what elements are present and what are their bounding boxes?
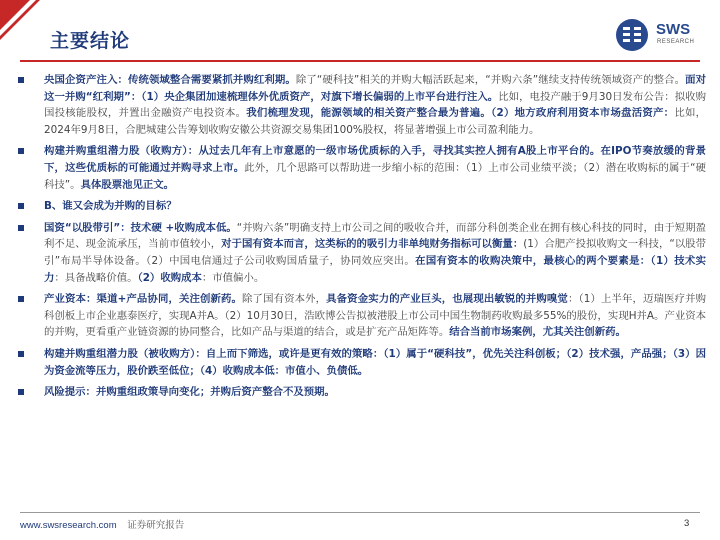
text-run: 比如，2024年9月8日，合肥城建公告筹划收购安徽公共资源交易集团100%股权，将显著增强上市公司盈利能力。 (44, 107, 707, 136)
bold-text-run: （2）收购成本 (137, 271, 202, 284)
conclusion-item (16, 291, 706, 341)
conclusion-item (16, 384, 706, 401)
page-title: 主要结论 (50, 30, 131, 52)
page-number: 3 (684, 518, 690, 529)
header-divider (20, 60, 700, 62)
conclusion-item (16, 346, 706, 379)
text-run: 比如，电投产融于9月30日发布公告：拟收购国投核能股权，并置出金融资产电投资本。 (44, 90, 706, 120)
footer-label: 证券研究报告 (127, 520, 185, 531)
text-run: 除了国有资本外， (242, 293, 327, 306)
conclusion-item (16, 72, 706, 138)
text-run: ：市值偏小。 (201, 271, 265, 284)
footer (20, 517, 184, 531)
footer-website[interactable]: www.swsresearch.com (20, 520, 117, 531)
corner-accent (0, 0, 48, 48)
bold-text-run: 具体股票池见正文。 (80, 178, 175, 191)
square-bullet-icon (18, 296, 24, 302)
text-run: ：具备战略价值。 (54, 271, 138, 284)
bold-text-run: 我们梳理发现，能源领域的相关资产整合最为普遍。（2）地方政府利用资本市场盘活资产： (246, 107, 675, 120)
text-run: 此外，几个思路可以帮助进一步缩小标的范围：（1）上市公司业绩平淡；（2）潜在收购标的属于“硬科技”。 (44, 161, 706, 191)
bold-text-run: B、谁又会成为并购的目标？ (44, 200, 177, 213)
text-run: 除了“硬科技”相关的并购大幅活跃起来，“并购六条”继续支持传统领域资产的整合。 (295, 74, 686, 86)
bold-text-run: 对于国有资本而言，这类标的的吸引力非单纯财务指标可以衡量： (221, 238, 524, 251)
logo-subtext: RESEARCH (657, 39, 695, 45)
square-bullet-icon (18, 203, 24, 209)
conclusion-item (16, 220, 706, 286)
square-bullet-icon (18, 351, 24, 357)
bold-text-run: 产业资本：渠道+产品协同，关注创新药。 (44, 293, 243, 306)
square-bullet-icon (18, 225, 24, 231)
conclusion-list (16, 72, 706, 406)
bold-text-run: 风险提示：并购重组政策导向变化；并购后资产整合不及预期。 (44, 386, 335, 399)
bold-text-run: 构建并购重组潜力股（被收购方）：自上而下筛选，或许是更有效的策略：（1）属于“硬科技”，优先关注科创板；（2）技术强，产品强；（3）因为资金流等压力，股价跌至低位；（4）收购成本低：市值小、负债低。 (44, 347, 706, 377)
square-bullet-icon (18, 148, 24, 154)
square-bullet-icon (18, 77, 24, 83)
text-run: (1）合肥产投拟收购文一科技，“以股带引”布局半导体设备。（2）中国电信通过子公司收购国盾量子，协同效应突出。 (44, 238, 706, 267)
square-bullet-icon (18, 389, 24, 395)
bold-text-run: 面对这一并购“红利期”：（1）央企集团加速梳理体外优质资产，对旗下增长偏弱的上市平台进行注入。 (44, 74, 707, 103)
bold-text-run: 央国企资产注入：传统领域整合需要紧抓并购红利期。 (44, 74, 296, 86)
bold-text-run: 在国有资本的收购决策中，最核心的两个要素是：（1）技术实力 (44, 254, 706, 284)
bold-text-run: 结合当前市场案例，尤其关注创新药。 (449, 326, 626, 339)
logo-text: SWS (656, 21, 691, 38)
text-run: “并购六条”明确支持上市公司之间的吸收合并，而部分科创类企业在拥有核心科技的同时，由于短期盈利不足、现金流承压，当前市值较小， (44, 221, 707, 251)
footer-divider (20, 512, 700, 513)
conclusion-item (16, 198, 706, 215)
bold-text-run: 具备资金实力的产业巨头，也展现出敏锐的并购嗅觉 (326, 293, 568, 306)
text-run: ：（1）上半年，迈瑞医疗并购科创板上市企业惠泰医疗，实现A并A。（2）10月30日，浩欧博公告拟被港股上市公司中国生物制药收购最多55%的股份，实现H并A。产业资本的并购，更看重产业链资源的协同整合，比如产品与渠道的结合，或是扩充产品矩阵等。 (44, 293, 707, 339)
bold-text-run: 国资“以股带引”：技术硬 +收购成本低。 (44, 221, 237, 234)
bold-text-run: 构建并购重组潜力股（收购方）：从过去几年有上市意愿的一级市场优质标的入手，寻找其实控人拥有A股上市平台的。在IPO节奏放缓的背景下，这些优质标的可能通过并购寻求上市。 (44, 145, 706, 174)
conclusion-item (16, 143, 706, 193)
